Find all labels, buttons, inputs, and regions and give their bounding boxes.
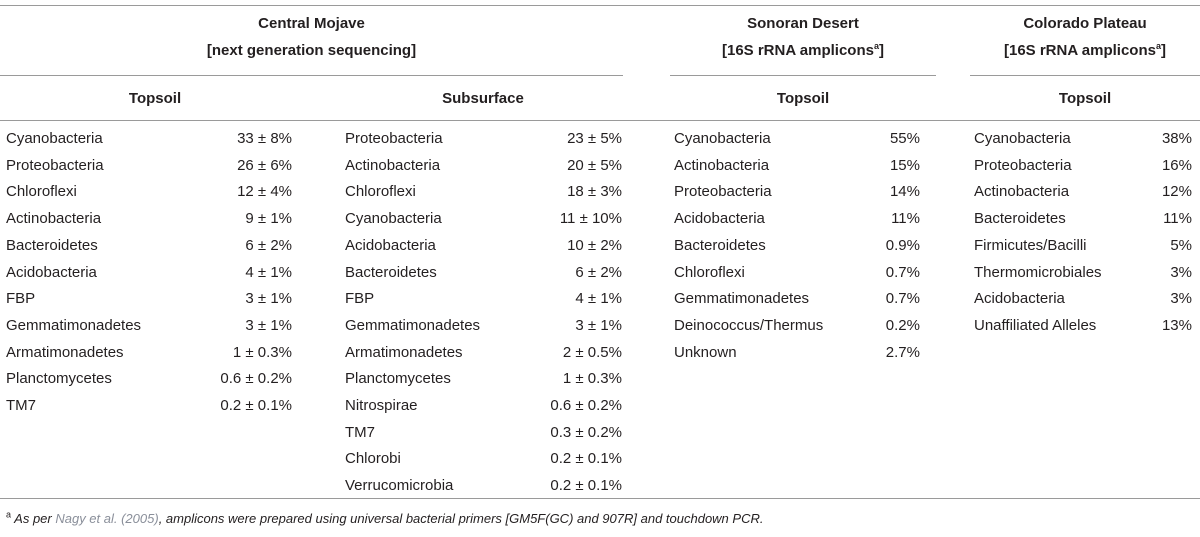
group-method: [16S rRNA amplicons$^a$] <box>721 41 884 59</box>
taxon-name: Proteobacteria <box>674 183 772 201</box>
abundance-value: 55% <box>889 130 920 147</box>
abundance-value: 0.2 ± 0.1% <box>550 477 622 495</box>
taxon-name: Firmicutes/Bacilli <box>974 236 1087 254</box>
taxon-name: Unaffiliated Alleles <box>974 316 1097 334</box>
abundance-value: 6 ± 2% <box>575 263 622 281</box>
taxon-name: Chlorobi <box>345 450 401 468</box>
abundance-value: 0.9% <box>885 236 920 254</box>
group-header-sonoran <box>670 10 936 64</box>
taxon-name: Gemmatimonadetes <box>345 316 481 334</box>
abundance-value: 11% <box>891 210 920 228</box>
taxon-name: Bacteroidetes <box>6 236 98 254</box>
abundance-value: 15% <box>889 156 920 174</box>
taxon-name: Armatimonadetes <box>345 343 463 361</box>
taxon-name: Acidobacteria <box>345 236 436 254</box>
subheader-mojave-subsurface: Subsurface <box>442 90 524 107</box>
abundance-value: 0.2 ± 0.1% <box>220 397 292 414</box>
taxon-name: Proteobacteria <box>974 156 1072 174</box>
taxon-name: Cyanobacteria <box>674 130 771 147</box>
abundance-value: 11% <box>1163 210 1192 228</box>
abundance-value: 26 ± 6% <box>237 156 292 174</box>
taxon-name: Proteobacteria <box>6 156 104 174</box>
abundance-value: 14% <box>889 183 920 201</box>
table-top-rule <box>0 5 1200 6</box>
taxon-name: Bacteroidetes <box>345 263 437 281</box>
abundance-value: 0.2 ± 0.1% <box>550 450 622 468</box>
abundance-value: 4 ± 1% <box>575 290 622 308</box>
abundance-value: 5% <box>1170 236 1192 254</box>
group-header-mojave <box>0 10 623 64</box>
abundance-value: 18 ± 3% <box>567 183 622 201</box>
taxon-name: Actinobacteria <box>674 156 770 174</box>
abundance-value: 23 ± 5% <box>567 130 622 147</box>
abundance-value: 3% <box>1170 263 1192 281</box>
taxon-name: Bacteroidetes <box>974 210 1066 228</box>
subheader-colorado-topsoil: Topsoil <box>1058 90 1112 107</box>
taxon-name: Gemmatimonadetes <box>6 316 142 334</box>
abundance-value: 33 ± 8% <box>237 130 292 147</box>
abundance-value: 20 ± 5% <box>567 156 622 174</box>
abundance-value: 1 ± 0.3% <box>562 370 622 388</box>
taxon-name: Bacteroidetes <box>674 236 766 254</box>
colorado-group-rule <box>970 75 1200 76</box>
abundance-value: 1 ± 0.3% <box>232 343 292 361</box>
taxon-name: FBP <box>345 290 375 308</box>
abundance-value: 38% <box>1161 130 1192 147</box>
taxon-name: Chloroflexi <box>6 183 77 201</box>
abundance-value: 10 ± 2% <box>567 236 622 254</box>
taxon-name: Acidobacteria <box>674 210 765 228</box>
citation-link[interactable]: Nagy et al. (2005) <box>55 511 159 526</box>
group-method: [next generation sequencing] <box>206 42 417 59</box>
abundance-value: 12 ± 4% <box>237 183 292 201</box>
group-method: [16S rRNA amplicons$^a$] <box>1003 41 1166 59</box>
abundance-value: 3 ± 1% <box>245 290 292 308</box>
taxon-name: Planctomycetes <box>345 370 451 388</box>
abundance-value: 12% <box>1161 183 1192 201</box>
abundance-value: 6 ± 2% <box>245 236 292 254</box>
group-name: Sonoran Desert <box>747 15 859 32</box>
taxon-name: Planctomycetes <box>6 370 112 388</box>
taxon-name: Cyanobacteria <box>6 130 103 147</box>
taxon-name: Proteobacteria <box>345 130 443 147</box>
abundance-value: 9 ± 1% <box>245 210 292 228</box>
mojave-group-rule <box>0 75 623 76</box>
taxon-name: Cyanobacteria <box>974 130 1071 147</box>
abundance-value: 11 ± 10% <box>559 210 622 228</box>
taxon-name: Deinococcus/Thermus <box>674 316 824 334</box>
abundance-value: 3 ± 1% <box>245 316 292 334</box>
taxon-name: TM7 <box>6 397 36 414</box>
taxon-name: Armatimonadetes <box>6 343 124 361</box>
abundance-value: 0.6 ± 0.2% <box>220 370 292 388</box>
taxon-name: Gemmatimonadetes <box>674 290 810 308</box>
abundance-value: 13% <box>1161 316 1192 334</box>
taxon-name: Actinobacteria <box>974 183 1070 201</box>
taxon-name: Chloroflexi <box>674 263 745 281</box>
group-name: Colorado Plateau <box>1023 15 1147 32</box>
subheader-rule <box>0 120 1200 121</box>
abundance-value: 2 ± 0.5% <box>562 343 622 361</box>
taxon-name: Acidobacteria <box>974 290 1065 308</box>
taxon-name: Verrucomicrobia <box>345 477 454 495</box>
abundance-value: 0.3 ± 0.2% <box>550 423 622 441</box>
abundance-value: 16% <box>1161 156 1192 174</box>
group-header-colorado <box>970 10 1200 64</box>
abundance-value: 3% <box>1170 290 1192 308</box>
taxon-name: Actinobacteria <box>345 156 441 174</box>
subheader-mojave-topsoil: Topsoil <box>128 90 182 107</box>
abundance-value: 4 ± 1% <box>245 263 292 281</box>
taxon-name: Thermomicrobiales <box>974 263 1102 281</box>
sonoran-group-rule <box>670 75 936 76</box>
abundance-value: 0.2% <box>885 316 920 334</box>
taxon-name: Unknown <box>674 343 737 361</box>
abundance-value: 0.7% <box>885 290 920 308</box>
subheader-sonoran-topsoil: Topsoil <box>776 90 830 107</box>
group-name: Central Mojave <box>258 15 365 32</box>
taxon-name: Acidobacteria <box>6 263 97 281</box>
abundance-value: 3 ± 1% <box>575 316 622 334</box>
taxon-name: Chloroflexi <box>345 183 416 201</box>
abundance-value: 0.6 ± 0.2% <box>550 397 622 414</box>
taxon-name: Cyanobacteria <box>345 210 442 228</box>
abundance-value: 0.7% <box>885 263 920 281</box>
footnote-mark: a <box>6 509 12 520</box>
table-footnote: $^a$ As per Nagy et al. (2005), amplicons were prepared using universal bacterial primers [GM5F(GC) and 907R] and touchdown PCR. <box>6 509 764 526</box>
table-bottom-rule <box>0 498 1200 499</box>
taxon-name: Actinobacteria <box>6 210 102 228</box>
taxon-name: Nitrospirae <box>345 397 418 414</box>
taxon-name: TM7 <box>345 423 375 441</box>
abundance-value: 2.7% <box>885 343 920 361</box>
taxon-name: FBP <box>6 290 36 308</box>
